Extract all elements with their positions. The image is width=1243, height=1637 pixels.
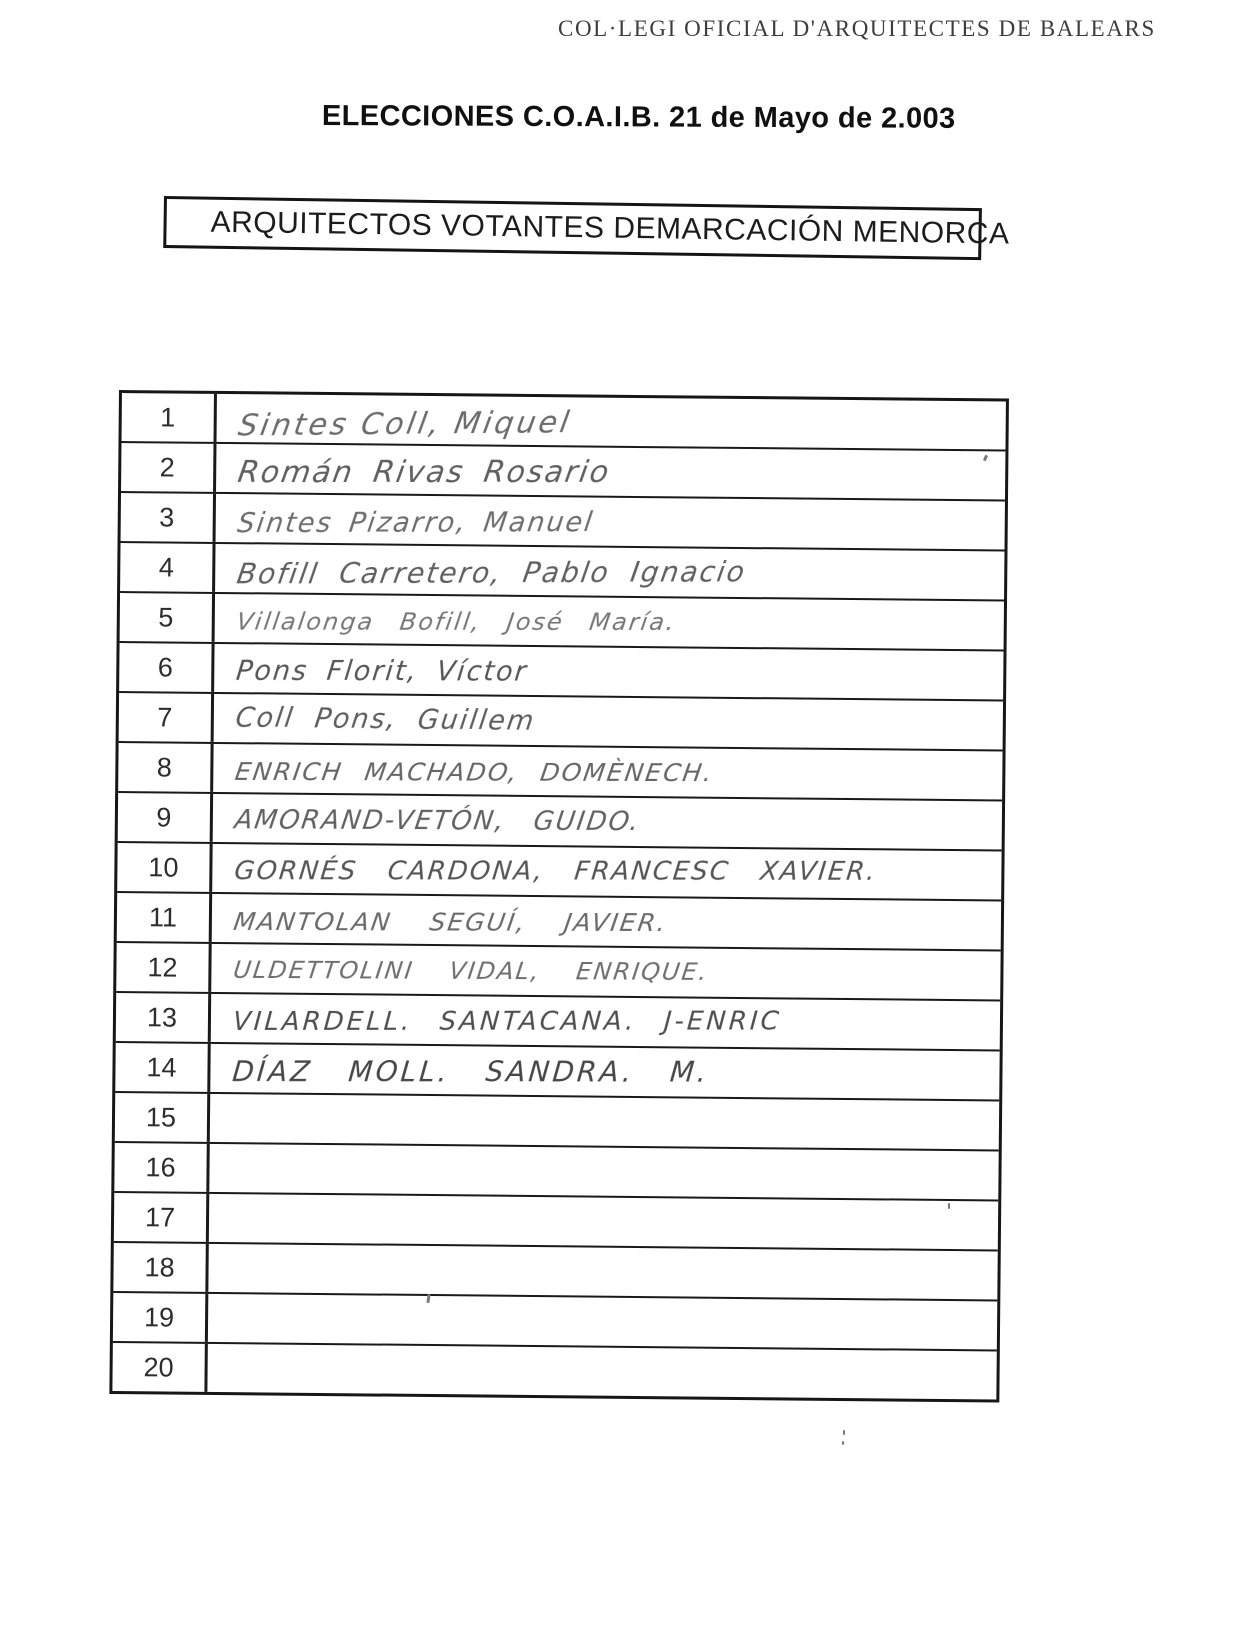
row-number: 17 xyxy=(114,1193,209,1242)
row-number: 2 xyxy=(121,443,216,492)
scan-speck xyxy=(948,1203,950,1209)
voter-signature: Sintes Coll, Miquel xyxy=(235,404,575,443)
row-number: 8 xyxy=(118,743,213,792)
table-row xyxy=(112,1343,996,1399)
table-row xyxy=(121,493,1005,551)
table-row xyxy=(121,443,1005,501)
voter-signature: ENRICH MACHADO, DOMÈNECH. xyxy=(233,756,716,787)
voter-signature: AMORAND-VETÓN, GUIDO. xyxy=(232,805,643,837)
table-row xyxy=(118,743,1002,801)
table-row xyxy=(113,1293,997,1351)
voter-signature xyxy=(208,1294,997,1350)
voter-signature: Román Rivas Rosario xyxy=(235,454,614,490)
row-number: 11 xyxy=(117,893,212,942)
table-row xyxy=(120,593,1004,651)
table-row xyxy=(113,1243,997,1301)
row-number: 5 xyxy=(120,593,215,642)
table-row xyxy=(115,1093,999,1151)
section-title-box xyxy=(163,196,1010,260)
voter-signature xyxy=(209,1144,998,1200)
scan-speck xyxy=(843,1430,845,1435)
row-number: 3 xyxy=(121,493,216,542)
row-number: 20 xyxy=(112,1343,207,1392)
voters-table xyxy=(109,390,1009,1402)
voter-signature: Bofill Carretero, Pablo Ignacio xyxy=(234,554,749,590)
letterhead-text: COL·LEGI OFICIAL D'ARQUITECTES DE BALEARS xyxy=(558,16,1156,41)
voter-signature xyxy=(208,1244,997,1300)
row-number: 1 xyxy=(122,393,217,442)
section-title: ARQUITECTOS VOTANTES DEMARCACIÓN MENORCA xyxy=(210,205,1010,251)
row-number: 14 xyxy=(115,1043,210,1092)
row-number: 10 xyxy=(117,843,212,892)
table-row xyxy=(121,393,1005,451)
voter-signature: Pons Florit, Víctor xyxy=(234,655,530,687)
voter-signature: Sintes Pizarro, Manuel xyxy=(235,506,597,539)
table-row xyxy=(116,993,1000,1051)
voter-signature: MANTOLAN SEGUÍ, JAVIER. xyxy=(231,906,670,937)
table-row xyxy=(114,1143,998,1201)
row-number: 9 xyxy=(118,793,213,842)
voter-signature: GORNÉS CARDONA, FRANCESC XAVIER. xyxy=(232,856,879,887)
row-number: 16 xyxy=(114,1143,209,1192)
row-number: 18 xyxy=(113,1243,208,1292)
table-row xyxy=(120,543,1004,601)
voter-signature: ULDETTOLINI VIDAL, ENRIQUE. xyxy=(231,956,711,987)
voter-signature xyxy=(209,1194,998,1250)
row-number: 4 xyxy=(120,543,215,592)
row-number: 13 xyxy=(116,993,211,1042)
row-number: 12 xyxy=(116,943,211,992)
table-row xyxy=(118,793,1002,851)
voter-signature: Coll Pons, Guillem xyxy=(233,702,538,737)
voter-signature xyxy=(210,1094,999,1150)
scan-speck xyxy=(842,1441,844,1445)
table-row xyxy=(116,943,1000,1001)
voter-signature xyxy=(207,1344,996,1400)
row-number: 6 xyxy=(119,643,214,692)
table-row xyxy=(115,1043,999,1101)
table-row xyxy=(114,1193,998,1251)
voter-signature: VILARDELL. SANTACANA. J-ENRIC xyxy=(231,1006,783,1038)
row-number: 15 xyxy=(115,1093,210,1142)
table-row xyxy=(119,693,1003,751)
voter-signature: DÍAZ MOLL. SANDRA. M. xyxy=(231,1054,711,1089)
table-row xyxy=(117,893,1001,951)
row-number: 19 xyxy=(113,1293,208,1342)
row-number: 7 xyxy=(119,693,214,742)
voter-signature: Villalonga Bofill, José María. xyxy=(234,607,678,636)
document-title: ELECCIONES C.O.A.I.B. 21 de Mayo de 2.003 xyxy=(321,100,956,135)
table-row xyxy=(117,843,1001,901)
